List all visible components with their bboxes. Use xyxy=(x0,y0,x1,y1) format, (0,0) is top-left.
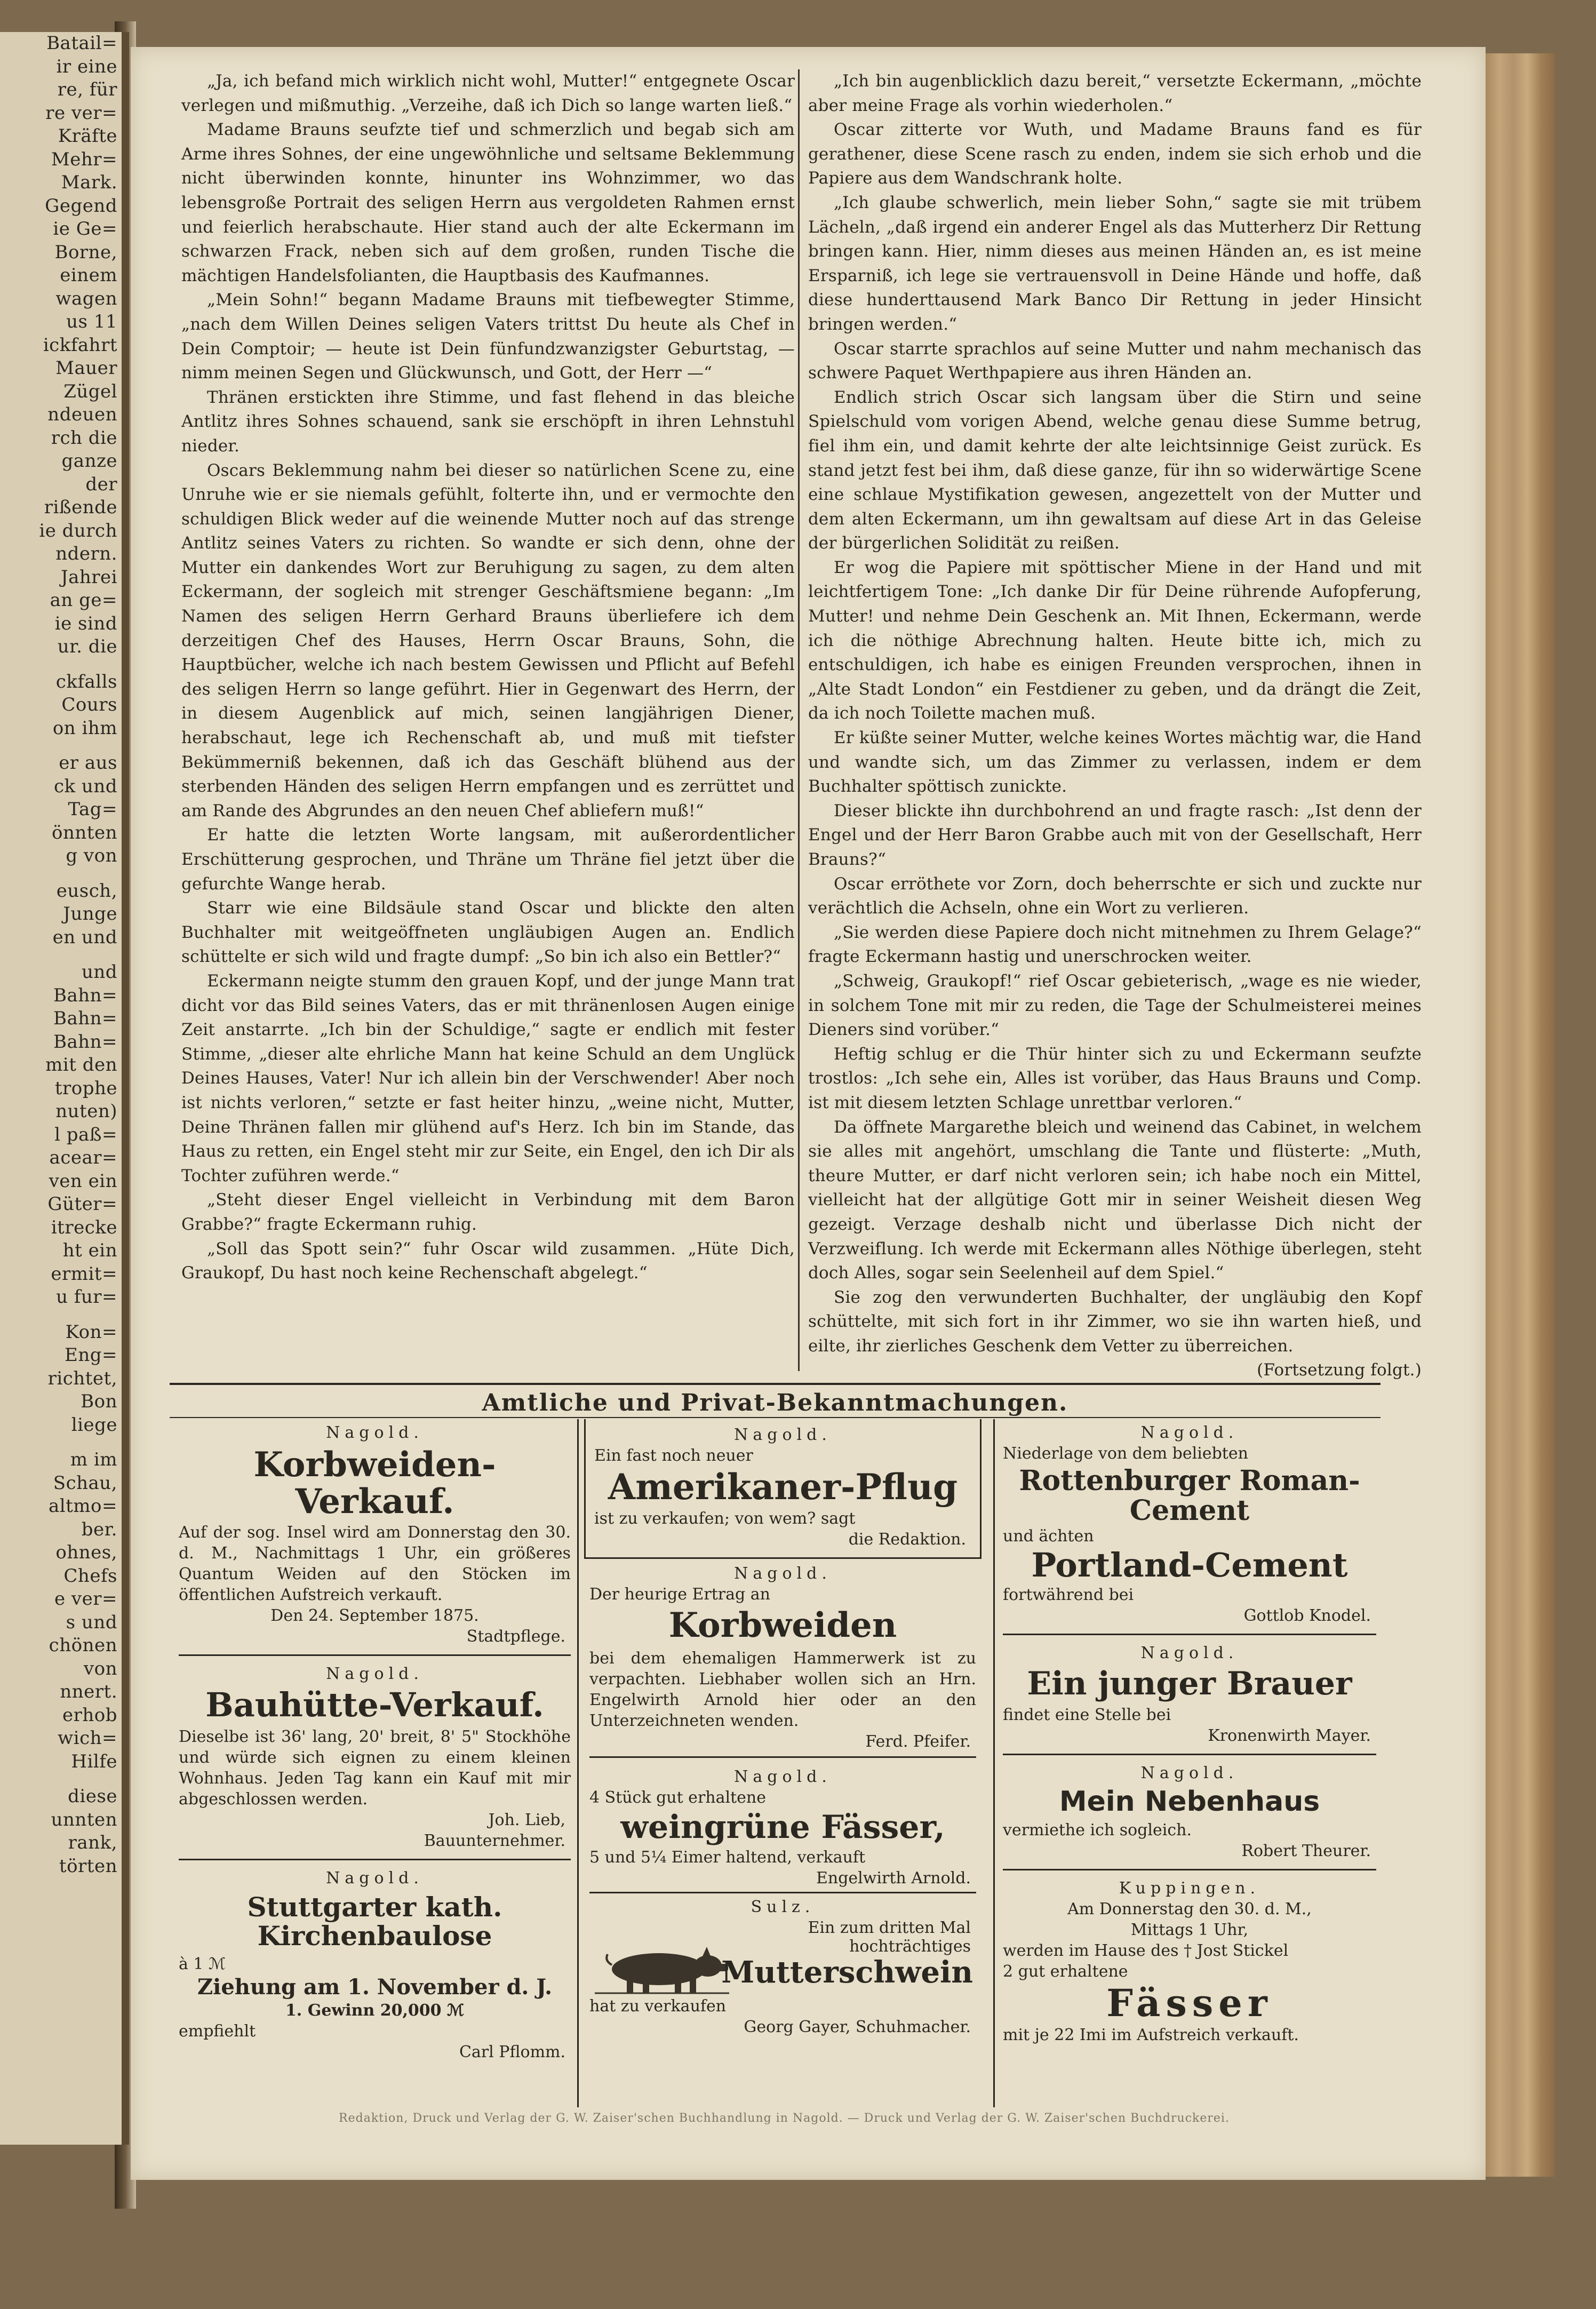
notices-title: Amtliche und Privat-Bekanntmachungen. xyxy=(482,1389,1068,1416)
ad-nebenhaus xyxy=(1003,1763,1376,1870)
left-page-fragment: ie Ge= xyxy=(53,218,117,240)
story-paragraph: Er hatte die letzten Worte langsam, mit außerordentlicher Erschütterung gesprochen, und Thräne um Thräne fiel jetzt über die gefurchte Wange herab. xyxy=(181,825,795,894)
left-page-fragment: l paß= xyxy=(54,1124,117,1145)
ad-place: Nagold. xyxy=(1140,1423,1239,1442)
left-page-fragment: Bon xyxy=(81,1391,117,1412)
left-page-fragment: ganze xyxy=(61,450,117,472)
left-page-fragment: rißende xyxy=(44,497,117,518)
ad-korbweiden-verkauf xyxy=(179,1422,571,1656)
left-page-fragment: Gegend xyxy=(45,195,117,217)
left-page-fragment: Bahn= xyxy=(53,1031,117,1053)
continued-note: (Fortsetzung folgt.) xyxy=(1257,1360,1422,1380)
left-page-fragment: ckfalls xyxy=(55,671,117,692)
left-page-fragment: Mauer xyxy=(55,357,117,379)
ad-headline: Rottenburger Roman- xyxy=(1019,1464,1360,1497)
story-paragraph: Eckermann neigte stumm den grauen Kopf, und der junge Mann trat dicht vor das Bild seines Vaters, das er mit thränenlosen Augen einige Zeit anstarrte. „Ich bin der Schuldige,“ sagte er endlich mit fester Stimme, „dieser alte ehrliche Mann hat keine Schuld an dem Unglück Deines Hauses, Vater! Nur ich allein bin der Verschwender! Aber noch ist nichts verloren,“ setzte er fast heiter hinzu, „weine nicht, Mutter, Deine Thränen fallen mir glühend auf's Herz. Ich bin im Stande, das Haus zu retten, ein Engel steht mir zur Seite, ein Engel, den ich Dir als Tochter zuführen werde.“ xyxy=(181,971,795,1185)
story-paragraph: „Ich bin augenblicklich dazu bereit,“ versetzte Eckermann, „möchte aber meine Frage als vorhin wiederholen.“ xyxy=(808,71,1422,115)
ad-mutterschwein xyxy=(584,1897,981,2037)
ad-body: vermiethe ich sogleich. xyxy=(1003,1821,1192,1840)
left-page-fragment: nuten) xyxy=(55,1101,117,1122)
left-page-gap xyxy=(0,1309,122,1321)
ad-line: Mittags 1 Uhr, xyxy=(1130,1921,1249,1940)
left-page-fragment: an ge= xyxy=(50,590,117,611)
left-page-fragment: ck und xyxy=(53,775,117,797)
left-page-fragment: rank, xyxy=(68,1832,117,1853)
story-paragraph: Er küßte seiner Mutter, welche keines Wortes mächtig war, die Hand und wandte sich, um das Zimmer zu verlassen, indem er dem Buchhalter spöttisch zunickte. xyxy=(808,728,1422,797)
left-page-gap xyxy=(0,1773,122,1785)
left-page-fragment: er aus xyxy=(59,752,117,774)
ad-pig-row xyxy=(589,1938,976,1996)
left-page-fragment: Eng= xyxy=(65,1344,117,1366)
ad-cement xyxy=(1003,1422,1376,1635)
ad-place: Nagold. xyxy=(326,1869,424,1888)
story-paragraph: „Ich glaube schwerlich, mein lieber Sohn,“ sagte sie mit trübem Lächeln, „daß irgend ein anderer Engel als das Mutterherz Dir Rettung bringen kann. Hier, nimm dieses aus meinen Händen an, es ist meine Ersparniß, ich lege sie vertrauensvoll in Deine Hände und hoffe, daß diese hunderttausend Mark Banco Dir Rettung in jeder Hinsicht bringen werden.“ xyxy=(808,193,1422,334)
left-page-gap xyxy=(0,659,122,671)
left-page-fragment: richtet, xyxy=(47,1367,117,1389)
ad-place: Nagold. xyxy=(326,1665,424,1684)
ad-intro: 4 Stück gut erhaltene xyxy=(589,1788,766,1808)
left-page-gap xyxy=(0,1437,122,1448)
left-page-fragment: diese xyxy=(68,1786,117,1807)
ad-place: Nagold. xyxy=(734,1426,832,1444)
ad-faesser-gruen xyxy=(584,1766,981,1893)
ad-signature: Engelwirth Arnold. xyxy=(816,1869,971,1888)
left-page-fragment: ickfahrt xyxy=(43,334,117,356)
ad-headline: Ein junger Brauer xyxy=(1027,1665,1352,1703)
story-paragraph: Oscar starrte sprachlos auf seine Mutter und nahm mechanisch das schwere Paquet Werthpapiere aus ihren Händen an. xyxy=(808,339,1422,383)
story-column-right xyxy=(808,69,1422,1383)
left-page-fragment: von xyxy=(83,1658,117,1679)
story-paragraph: „Steht dieser Engel vielleicht in Verbindung mit dem Baron Grabbe?“ fragte Eckermann ruhig. xyxy=(181,1190,795,1234)
ad-headline: Kirchenbaulose xyxy=(257,1920,492,1952)
ad-separator xyxy=(1003,1869,1376,1870)
story-paragraph: Oscars Beklemmung nahm bei dieser so natürlichen Scene zu, eine Unruhe wie er sie niemals gefühlt, folterte ihn, und er vermochte den schuldigen Blick weder auf die weinende Mutter noch auf das strenge Antlitz seines Vaters zu richten. So wandte er sich denn, ohne der Mutter ein dankendes Wort zur Beruhigung zu sagen, zu dem alten Eckermann, der sogleich mit strenger Geschäftsmiene begann: „Im Namen des seligen Herrn Gerhard Brauns überliefere ich dem derzeitigen Chef des Hauses, Herrn Oscar Brauns, Sohn, die Hauptbücher, welche ich nach bestem Gewissen und Pflicht auf Befehl des seligen Herrn so lange geführt. Hier in Gegenwart des Herrn, der in diesem Augenblick auf mich, seinen langjährigen Diener, herabschaut, lege ich Rechenschaft ab, und muß mit tiefster Bekümmerniß bekennen, daß ich das Geschäft blühend aus der sterbenden Händen des seligen Herrn empfangen und es zerrüttet und am Rande des Abgrundes an den neuen Chef abliefern muß!“ xyxy=(181,460,795,821)
ad-body: hat zu verkaufen xyxy=(589,1997,727,2016)
left-page-fragment: rch die xyxy=(51,427,117,449)
left-page-fragment: Batail= xyxy=(46,33,117,54)
ad-headline: Cement xyxy=(1129,1494,1250,1527)
ad-pflug xyxy=(584,1419,981,1559)
ad-column-1 xyxy=(179,1419,571,2063)
left-page-fragment: s und xyxy=(66,1611,117,1633)
left-page-fragment: altmo= xyxy=(48,1495,117,1517)
left-page-fragment: önnten xyxy=(52,822,117,843)
story-paragraph: Oscar erröthete vor Zorn, doch beherrschte er sich und zuckte nur verächtlich die Achseln, ohne ein Wort zu verlieren. xyxy=(808,874,1422,918)
story-paragraph: Heftig schlug er die Thür hinter sich zu und Eckermann seufzte trostlos: „Ich sehe ein, Alles ist vorüber, das Haus Brauns und Comp. ist mit diesem letzten Schlage unrettbar verloren.“ xyxy=(808,1044,1422,1112)
ad-column-rule xyxy=(993,1419,995,2107)
left-page-fragment: itrecke xyxy=(51,1216,117,1238)
left-page-fragment: Kon= xyxy=(65,1321,117,1343)
left-page-fragment: on ihm xyxy=(52,717,117,739)
left-page-fragment: m im xyxy=(70,1449,117,1470)
page-footer: Redaktion, Druck und Verlag der G. W. Zaiser'schen Buchhandlung in Nagold. — Druck und Verlag der G. W. Zaiser'schen Buchdruckerei. xyxy=(339,2112,1230,2125)
ad-separator xyxy=(179,1654,571,1656)
ad-headline: Bauhütte-Verkauf. xyxy=(205,1685,544,1725)
story-paragraph: Sie zog den verwunderten Buchhalter, der ungläubig den Kopf schüttelte, mit sich fort in ihr Zimmer, wo sie ihn warten hieß, und eilte, ihr zierliches Geschenk dem Vetter zu überreichen. xyxy=(808,1287,1422,1356)
ad-place: Nagold. xyxy=(1140,1644,1239,1663)
left-page-fragment: chönen xyxy=(49,1635,117,1656)
left-page-fragment: törten xyxy=(59,1855,117,1877)
ad-intro: Ein zum dritten Mal xyxy=(808,1918,971,1938)
ad-headline: Amerikaner-Pflug xyxy=(608,1466,958,1508)
left-page-fragment: ermit= xyxy=(51,1263,117,1285)
left-page-fragment: Tag= xyxy=(68,799,117,820)
ad-mid: und ächten xyxy=(1003,1527,1094,1546)
ad-body: bei dem ehemaligen Hammerwerk ist zu verpachten. Liebhaber wollen sich an Hrn. Engelwirth Arnold hier oder an den Unterzeichneten wenden. xyxy=(589,1649,976,1731)
ad-headline: Fässer xyxy=(1106,1981,1273,2026)
left-page-fragment: erhob xyxy=(62,1704,117,1726)
left-page-fragment: wagen xyxy=(55,288,117,309)
ad-kuppingen xyxy=(1003,1878,1376,2045)
section-rule-lower xyxy=(170,1417,1380,1418)
left-page-fragment: liege xyxy=(71,1414,117,1436)
ad-place: Nagold. xyxy=(326,1423,424,1442)
ad-place: Nagold. xyxy=(734,1564,832,1583)
left-page-fragment: ir eine xyxy=(56,55,117,77)
left-page-fragment: mit den xyxy=(45,1054,117,1076)
ad-body: findet eine Stelle bei xyxy=(1003,1706,1171,1725)
ad-date: Den 24. September 1875. xyxy=(270,1606,479,1626)
ad-headline: Stuttgarter kath. xyxy=(247,1891,502,1923)
left-page-fragment: trophe xyxy=(54,1077,117,1099)
left-page-fragment: Cours xyxy=(61,694,117,715)
story-paragraph: „Mein Sohn!“ begann Madame Brauns mit tiefbewegter Stimme, „nach dem Willen Deines seligen Vaters trittst Du heute als Chef in Dein Comptoir; — heute ist Dein fünfundzwanzigster Geburtstag, — nimm meinen Segen und Glückwunsch, und Gott, der Herr —“ xyxy=(181,290,795,383)
left-page-fragment: Kräfte xyxy=(58,125,117,147)
left-page-fragment: Mehr= xyxy=(51,148,117,170)
left-page-fragment: eusch, xyxy=(56,880,117,902)
pig-icon xyxy=(589,1941,733,1995)
left-page-fragment: ven ein xyxy=(49,1170,117,1192)
ad-body: ist zu verkaufen; von wem? sagt xyxy=(594,1509,856,1528)
ad-separator xyxy=(1003,1634,1376,1635)
ad-headline: Korbweiden-Verkauf. xyxy=(253,1445,496,1522)
left-page-fragment: re ver= xyxy=(45,102,117,124)
ad-column-rule xyxy=(577,1419,579,2107)
ad-headline: weingrüne Fässer, xyxy=(620,1809,945,1846)
left-page-fragment: unnten xyxy=(51,1809,117,1830)
story-paragraph: „Sie werden diese Papiere doch nicht mitnehmen zu Ihrem Gelage?“ fragte Eckermann hastig und unerschrocken weiter. xyxy=(808,922,1422,967)
left-page-fragment: Jahrei xyxy=(60,566,117,588)
left-page-fragment: Bahn= xyxy=(53,1008,117,1029)
ad-signature: Kronenwirth Mayer. xyxy=(1208,1726,1371,1746)
ad-place: Kuppingen. xyxy=(1119,1879,1260,1898)
left-page-fragment: ie durch xyxy=(39,520,117,542)
left-page-fragment: einem xyxy=(60,265,117,286)
ad-intro: Niederlage von dem beliebten xyxy=(1003,1444,1248,1463)
ad-place: Sulz. xyxy=(751,1898,815,1917)
story-paragraph: „Ja, ich befand mich wirklich nicht wohl, Mutter!“ entgegnete Oscar verlegen und mißmuthig. „Verzeihe, daß ich Dich so lange warten ließ.“ xyxy=(181,71,795,115)
ad-body: Dieselbe ist 36' lang, 20' breit, 8' 5" Stockhöhe und würde sich eignen zu einem kleinen Wohnhaus. Jeden Tag kann ein Kauf mit mir abgeschlossen werden. xyxy=(179,1727,571,1809)
left-page-fragment: ht ein xyxy=(62,1240,117,1261)
left-page-fragment: ndeuen xyxy=(47,404,117,425)
left-page-fragment: ndern. xyxy=(55,543,117,564)
left-page-fragment: e ver= xyxy=(54,1588,117,1610)
left-page-fragment: Borne, xyxy=(54,241,117,263)
left-page-fragment: acear= xyxy=(49,1147,117,1168)
left-page-fragment: re, für xyxy=(57,79,117,100)
left-page-fragment: g von xyxy=(66,845,117,866)
ad-column-3 xyxy=(1003,1419,1376,2045)
ad-signature: die Redaktion. xyxy=(848,1530,966,1549)
left-page-fragment: der xyxy=(85,473,117,495)
left-page-fragment: Chefs xyxy=(63,1565,117,1587)
ad-brauer xyxy=(1003,1643,1376,1755)
ad-signature: Robert Theurer. xyxy=(1241,1842,1371,1861)
left-page-fragment: Schau, xyxy=(53,1472,117,1494)
story-paragraph: „Schweig, Graukopf!“ rief Oscar gebieterisch, „wage es nie wieder, in solchem Tone mit mir zu reden, die Tage der Schulmeisterei meines Dieners sind vorüber.“ xyxy=(808,971,1422,1040)
left-page-gap xyxy=(0,868,122,880)
ad-signature-title: Bauunternehmer. xyxy=(424,1832,565,1851)
ad-intro: Ein fast noch neuer xyxy=(594,1446,753,1465)
ad-signature: Stadtpflege. xyxy=(466,1627,565,1646)
ad-intro: Der heurige Ertrag an xyxy=(589,1585,770,1604)
left-page-fragment: Bahn= xyxy=(53,984,117,1006)
ad-signature: Carl Pflomm. xyxy=(459,2043,565,2062)
ad-headline: Mutterschwein xyxy=(721,1955,973,1990)
left-page-fragment: us 11 xyxy=(66,311,117,332)
ad-separator xyxy=(1003,1754,1376,1755)
left-page-fragment: u fur= xyxy=(56,1286,117,1308)
ad-bauhuette xyxy=(179,1663,571,1860)
ad-kirchenbau xyxy=(179,1868,571,2063)
left-page-fragment: wich= xyxy=(58,1727,117,1749)
story-paragraph: Madame Brauns seufzte tief und schmerzlich und begab sich am Arme ihres Sohnes, der eine ungewöhnliche und seltsame Beklemmung nicht überwinden konnte, hinunter ins Wohnzimmer, wo das lebensgroße Portrait des seligen Herrn aus vergoldeten Rahmen ernst und feierlich herabschaute. Hier stand auch der alte Eckermann im schwarzen Frack, neben sich auf dem großen, runden Tische die mächtigen Handelsfolianten, die Hauptbasis des Kaufmannes. xyxy=(181,120,795,285)
ad-signature: Joh. Lieb, xyxy=(488,1811,565,1830)
ad-headline: Portland-Cement xyxy=(1031,1546,1348,1585)
ad-body: fortwährend bei xyxy=(1003,1586,1134,1605)
ad-signature: Gottlob Knodel. xyxy=(1243,1606,1371,1626)
left-page-fragment: Junge xyxy=(63,903,117,925)
story-paragraph: Da öffnete Margarethe bleich und weinend das Cabinet, in welchem sie alles mit angehört, umschlang die Tante und flüsterte: „Muth, theure Mutter, er darf nicht verloren sein; ich habe noch ein Mittel, vielleicht hat der allgütige Gott mir in seiner Weisheit diesen Weg gezeigt. Verzage deshalb nicht und überlasse Dich nicht der Verzweiflung. Ich werde mit Eckermann alles Nöthige überlegen, steht doch Alles, sogar sein Seelenheil auf dem Spiel.“ xyxy=(808,1117,1422,1283)
ad-korbweiden-ertrag xyxy=(584,1559,981,1766)
left-facing-page xyxy=(0,32,129,2145)
ad-place: Nagold. xyxy=(734,1767,832,1787)
ad-separator xyxy=(589,1756,976,1758)
left-page-fragment: ur. die xyxy=(57,636,117,657)
ad-body: Auf der sog. Insel wird am Donnerstag den 30. d. M., Nachmittags 1 Uhr, ein größeres Quantum Weiden auf den Stöcken im öffentlichen Aufstreich verkauft. xyxy=(179,1523,571,1605)
ad-column-2 xyxy=(584,1419,981,2037)
ad-line: werden im Hause des † Jost Stickel xyxy=(1003,1941,1289,1961)
ad-line: 2 gut erhaltene xyxy=(1003,1962,1128,1981)
ad-signature: Ferd. Pfeifer. xyxy=(865,1732,971,1751)
page-edge xyxy=(1486,53,1555,2177)
left-page-fragment: Mark. xyxy=(61,172,117,193)
story-paragraph: Er wog die Papiere mit spöttischer Miene in der Hand und mit leichtfertigem Tone: „Ich danke Dir für Deine rührende Aufopferung, Mutter! und nehme Dein Geschenk an. Mit Ihnen, Eckermann, werde ich die nöthige Abrechnung halten. Heute bitte ich, mich zu entschuldigen, ich habe es einigen Freunden versprochen, ihnen in „Alte Stadt London“ ein Festdiener zu geben, und da drängt die Zeit, da ich noch Toilette machen muß. xyxy=(808,558,1422,723)
left-page-gap xyxy=(0,740,122,752)
left-page-fragment: Güter= xyxy=(47,1193,117,1215)
left-page-fragment: und xyxy=(81,961,117,983)
ad-headline: Mein Nebenhaus xyxy=(1059,1786,1320,1818)
ad-price: à 1 ℳ xyxy=(179,1955,226,1974)
story-paragraph: „Soll das Spott sein?“ fuhr Oscar wild zusammen. „Hüte Dich, Graukopf, Du hast noch keine Rechenschaft abgelegt.“ xyxy=(181,1239,795,1283)
story-column-left xyxy=(181,69,795,1286)
story-paragraph: Dieser blickte ihn durchbohrend an und fragte rasch: „Ist denn der Engel und der Herr Baron Grabbe auch mit von der Gesellschaft, Herr Brauns?“ xyxy=(808,801,1422,869)
ad-headline: Korbweiden xyxy=(668,1605,897,1646)
left-page-fragment: ber. xyxy=(81,1518,117,1540)
left-page-fragment: ie sind xyxy=(54,612,117,634)
ad-intro: hochträchtiges xyxy=(849,1937,971,1956)
left-page-fragment: en und xyxy=(52,926,117,948)
section-rule xyxy=(170,1383,1380,1385)
ad-line: Am Donnerstag den 30. d. M., xyxy=(1067,1900,1312,1919)
story-paragraph: Endlich strich Oscar sich langsam über die Stirn und seine Spielschuld vom vorigen Abend, welche genau diese Summe betrug, fiel ihm ein, und damit kehrte der alte leichtsinnige Geist zurück. Es stand jetzt fest bei ihm, daß diese ganze, für ihn so widerwärtige Scene eine schlaue Mystifikation gewesen, angezettelt von der Mutter und dem alten Eckermann, um ihn gewaltsam auf diese Art in das Geleise der bürgerlichen Solidität zu reißen. xyxy=(808,387,1422,553)
ad-body: 5 und 5¼ Eimer haltend, verkauft xyxy=(589,1848,866,1867)
left-page-fragment: Zügel xyxy=(63,380,117,402)
story-paragraph: Thränen erstickten ihre Stimme, und fast flehend in das bleiche Antlitz ihres Sohnes schauend, sank sie erschöpft in ihren Lehnstuhl nieder. xyxy=(181,387,795,456)
story-paragraph: Oscar zitterte vor Wuth, und Madame Brauns fand es für gerathener, diese Scene rasch zu enden, indem sie sich erhob und die Papiere aus dem Wandschrank holte. xyxy=(808,120,1422,188)
ad-line: mit je 22 Imi im Aufstreich verkauft. xyxy=(1003,2025,1299,2044)
column-rule xyxy=(798,69,800,1371)
left-page-fragment: nnert. xyxy=(60,1681,117,1702)
ad-recommend: empfiehlt xyxy=(179,2022,256,2041)
left-page-fragment: ohnes, xyxy=(55,1542,117,1563)
left-page-gap xyxy=(0,949,122,961)
ad-place: Nagold. xyxy=(1140,1764,1239,1783)
ad-separator xyxy=(179,1859,571,1860)
story-paragraph: Starr wie eine Bildsäule stand Oscar und blickte den alten Buchhalter mit weitgeöffneten ungläubigen Augen an. Endlich schüttelte er sich wild und fragte dumpf: „So bin ich also ein Bettler?“ xyxy=(181,898,795,967)
ad-prize: 1. Gewinn 20,000 ℳ xyxy=(285,2001,465,2020)
left-page-fragment: Hilfe xyxy=(71,1750,117,1772)
ad-signature: Georg Gayer, Schuhmacher. xyxy=(744,2018,971,2037)
ad-separator xyxy=(589,1892,976,1893)
ad-draw: Ziehung am 1. November d. J. xyxy=(197,1974,553,2000)
